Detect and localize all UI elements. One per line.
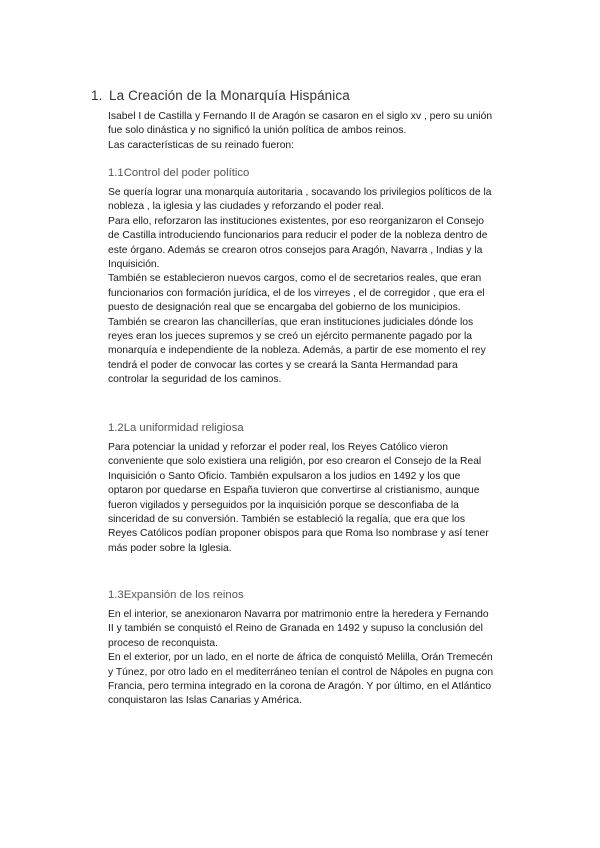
heading-number: 1. [91, 88, 103, 103]
text-line: y Túnez, por otro lado en el mediterráneo tenían el control de Nápoles en pugna con [108, 666, 494, 678]
text-line: puesto de designación real que se encargaba del gobierno de los municipios. [108, 302, 461, 314]
text-line: reyes eran los jueces supremos y se creó un ejército permanente pagado por la [108, 331, 473, 343]
text-line: conquistaron las Islas Canarias y América. [108, 695, 303, 707]
text-line: sinceridad de su conversión. También se estableció la regalía, que era que los [108, 514, 465, 526]
text-line: Se quería lograr una monarquía autoritaria , socavando los privilegios políticos de la [108, 187, 492, 198]
text-line: II y también se conquistó el Reino de Granada en 1492 y supuso la conclusión del [108, 623, 483, 635]
intro-paragraph [108, 110, 538, 153]
text-line: También se establecieron nuevos cargos, como el de secretarios reales, que eran [108, 273, 482, 285]
text-line: proceso de reconquista. [108, 637, 218, 649]
text-line: monarquía e independiente de la nobleza. Además, a partir de ese momento el rey [108, 345, 486, 357]
text-line: Inquisición o Santo Oficio. También expulsaron a los judios en 1492 y los que [108, 470, 461, 482]
text-line: más poder sobre la Iglesia. [108, 542, 232, 554]
section-uniformidad-religiosa [108, 422, 538, 556]
section-title: 1.2La uniformidad religiosa [108, 422, 244, 434]
text-line: fueron vigilados y perseguidos por la inquisición porque se desconfiaba de la [108, 499, 459, 511]
text-line: funcionarios con formación jurídica, el de los virreyes , el de corregidor , que era el [108, 287, 485, 299]
text-line: tendrá el poder de convocar las cortes y se creará la Santa Hermandad para [108, 359, 458, 371]
text-line: fue solo dinástica y no significó la unión política de ambos reinos. [108, 125, 407, 137]
section-title: 1.3Expansión de los reinos [108, 589, 244, 601]
text-line: Para ello, reforzaron las instituciones existentes, por eso reorganizaron el Consejo [108, 215, 485, 227]
text-line: controlar la seguridad de los caminos. [108, 374, 282, 386]
text-line: También se crearon las chancillerías, que eran instituciones judiciales dónde los [108, 316, 474, 328]
text-line: conveniente que solo existiera una religión, por eso crearon el Consejo de la Real [108, 456, 482, 468]
main-heading [91, 88, 350, 103]
text-line: Isabel I de Castilla y Fernando II de Aragón se casaron en el siglo xv , pero su unión [108, 111, 493, 122]
heading-title: La Creación de la Monarquía Hispánica [109, 88, 350, 103]
text-line: En el exterior, por un lado, en el norte de áfrica de conquistó Melilla, Orán Tremecén [108, 652, 493, 664]
text-line: optaron por quedarse en España tuvieron que convertirse al cristianismo, aunque [108, 485, 480, 497]
text-line: de Castilla introduciendo funcionarios para reducir el poder de la nobleza dentro de [108, 230, 488, 242]
text-line: este órgano. Además se crearon otros consejos para Aragón, Navarra , Indias y la [108, 244, 483, 256]
text-line: En el interior, se anexionaron Navarra por matrimonio entre la heredera y Fernando [108, 609, 489, 620]
text-line: nobleza , la iglesia y las ciudades y reforzando el poder real. [108, 201, 384, 213]
section-control-poder [108, 167, 538, 388]
section-expansion-reinos [108, 589, 538, 709]
section-title: 1.1Control del poder político [108, 167, 250, 179]
text-line: Para potenciar la unidad y reforzar el poder real, los Reyes Católico vieron [108, 442, 448, 453]
text-line: Francia, pero termina integrado en la corona de Aragón. Y por último, en el Atlántico [108, 681, 492, 693]
text-line: Las características de su reinado fueron: [108, 139, 295, 151]
text-line: Reyes Católicos podían proponer obispos para que Roma lso nombrase y así tener [108, 528, 489, 540]
text-line: Inquisición. [108, 259, 160, 271]
